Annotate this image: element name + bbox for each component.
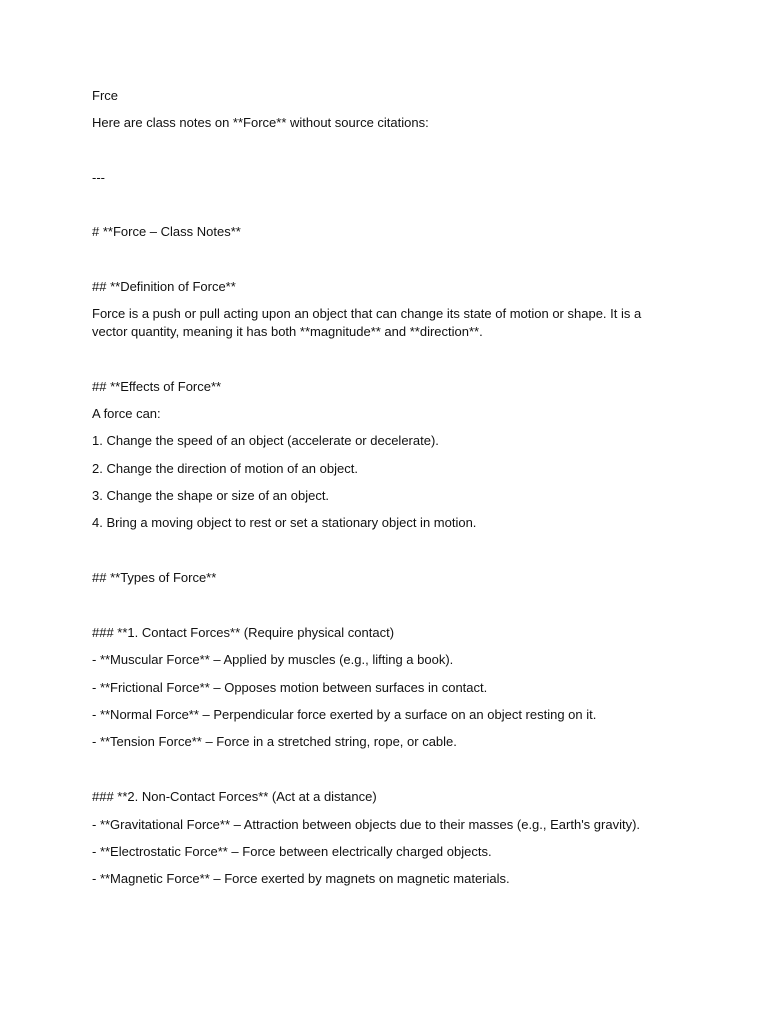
main-heading: # **Force – Class Notes**	[92, 224, 241, 239]
definition-heading: ## **Definition of Force**	[92, 279, 236, 294]
noncontact-force-item: - **Gravitational Force** – Attraction between objects due to their masses (e.g., Earth's gravity).	[92, 817, 641, 832]
contact-force-item: - **Normal Force** – Perpendicular force exerted by a surface on an object resting on it.	[92, 707, 597, 722]
contact-force-item: - **Tension Force** – Force in a stretched string, rope, or cable.	[92, 734, 457, 749]
title-line: Frce	[92, 88, 118, 103]
contact-force-item: - **Frictional Force** – Opposes motion between surfaces in contact.	[92, 680, 488, 695]
effects-heading: ## **Effects of Force**	[92, 379, 222, 394]
effects-item: 4. Bring a moving object to rest or set a stationary object in motion.	[92, 515, 477, 530]
effects-item: 2. Change the direction of motion of an object.	[92, 461, 358, 476]
noncontact-forces-heading: ### **2. Non-Contact Forces** (Act at a distance)	[92, 789, 377, 804]
effects-item: 3. Change the shape or size of an object.	[92, 488, 330, 503]
intro-paragraph: Here are class notes on **Force** without source citations:	[92, 115, 429, 130]
contact-force-item: - **Muscular Force** – Applied by muscles (e.g., lifting a book).	[92, 652, 454, 667]
types-heading: ## **Types of Force**	[92, 570, 217, 585]
effects-item: 1. Change the speed of an object (accelerate or decelerate).	[92, 433, 439, 448]
contact-forces-heading: ### **1. Contact Forces** (Require physical contact)	[92, 625, 395, 640]
noncontact-force-item: - **Electrostatic Force** – Force between electrically charged objects.	[92, 844, 492, 859]
noncontact-force-item: - **Magnetic Force** – Force exerted by magnets on magnetic materials.	[92, 871, 510, 886]
separator: ---	[92, 170, 105, 185]
definition-paragraph: Force is a push or pull acting upon an object that can change its state of motion or shape. It is a vector quantity, meaning it has both **magnitude** and **direction**.	[92, 306, 642, 339]
effects-lead: A force can:	[92, 406, 161, 421]
